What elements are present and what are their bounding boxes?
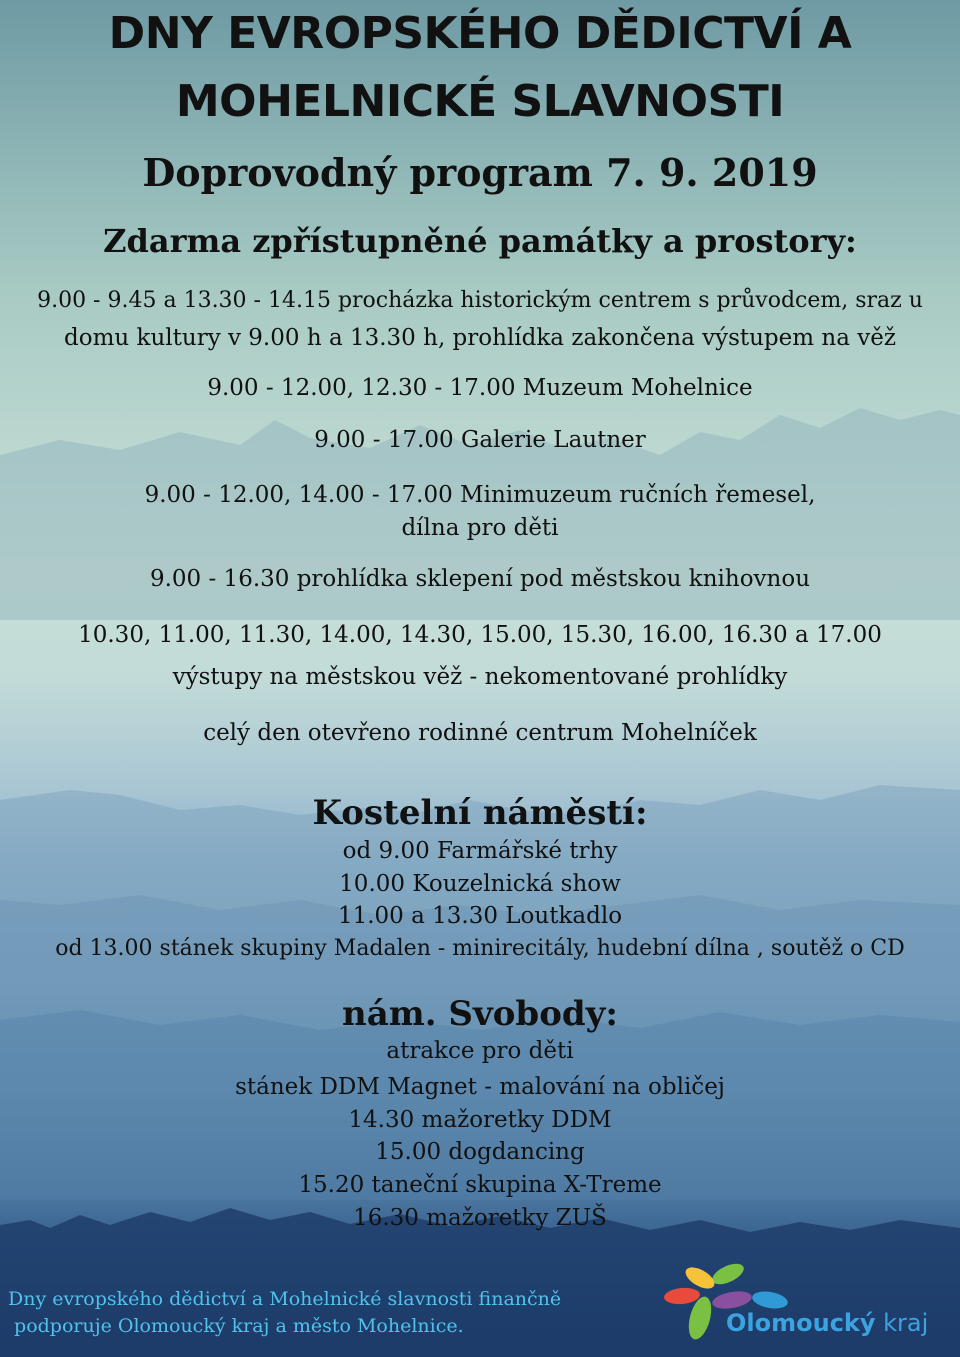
free-access-line: 9.00 - 17.00 Galerie Lautner — [314, 427, 646, 453]
free-access-heading: Zdarma zpřístupněné památky a prostory: — [103, 222, 857, 260]
logo-word-light: kraj — [875, 1309, 929, 1337]
kostelni-line: od 13.00 stánek skupiny Madalen - minirecitály, hudební dílna , soutěž o CD — [55, 936, 905, 961]
logo-wordmark — [726, 1309, 928, 1337]
free-access-line: 9.00 - 9.45 a 13.30 - 14.15 procházka historickým centrem s průvodcem, sraz u — [37, 288, 923, 313]
svobody-line: 15.20 taneční skupina X-Treme — [298, 1172, 662, 1198]
svobody-line: 14.30 mažoretky DDM — [348, 1107, 612, 1133]
footer-line-1: Dny evropského dědictví a Mohelnické slavnosti finančně — [8, 1288, 562, 1310]
footer-line-2: podporuje Olomoucký kraj a město Mohelnice. — [8, 1315, 464, 1337]
footer-note — [8, 1286, 561, 1340]
svobody-line: stánek DDM Magnet - malování na obličej — [235, 1074, 725, 1100]
svobody-line: 16.30 mažoretky ZUŠ — [353, 1205, 607, 1231]
kostelni-line: 10.00 Kouzelnická show — [339, 871, 621, 897]
kostelni-line: 11.00 a 13.30 Loutkadlo — [337, 903, 623, 929]
free-access-line: 10.30, 11.00, 11.30, 14.00, 14.30, 15.00, 15.30, 16.00, 16.30 a 17.00 — [78, 622, 882, 648]
free-access-line: domu kultury v 9.00 h a 13.30 h, prohlídka zakončena výstupem na věž — [64, 325, 896, 351]
title-line-1: DNY EVROPSKÉHO DĚDICTVÍ A — [108, 8, 852, 59]
svobody-line: 15.00 dogdancing — [375, 1139, 585, 1165]
title-line-2: MOHELNICKÉ SLAVNOSTI — [175, 76, 785, 127]
kostelni-line: od 9.00 Farmářské trhy — [342, 838, 618, 864]
free-access-line: výstupy na městskou věž - nekomentované prohlídky — [172, 664, 788, 690]
free-access-line: celý den otevřeno rodinné centrum Mohelníček — [203, 720, 757, 746]
free-access-line: 9.00 - 12.00, 14.00 - 17.00 Minimuzeum ručních řemesel, — [144, 482, 816, 508]
svobody-line: atrakce pro děti — [386, 1038, 574, 1064]
free-access-line: 9.00 - 16.30 prohlídka sklepení pod městskou knihovnou — [149, 566, 811, 592]
logo-word-bold: Olomoucký — [726, 1309, 876, 1337]
free-access-line: dílna pro děti — [401, 515, 559, 541]
kostelni-heading: Kostelní náměstí: — [312, 793, 648, 833]
subtitle: Doprovodný program 7. 9. 2019 — [142, 150, 818, 195]
svobody-heading: nám. Svobody: — [342, 994, 618, 1034]
free-access-line: 9.00 - 12.00, 12.30 - 17.00 Muzeum Mohelnice — [207, 375, 753, 401]
